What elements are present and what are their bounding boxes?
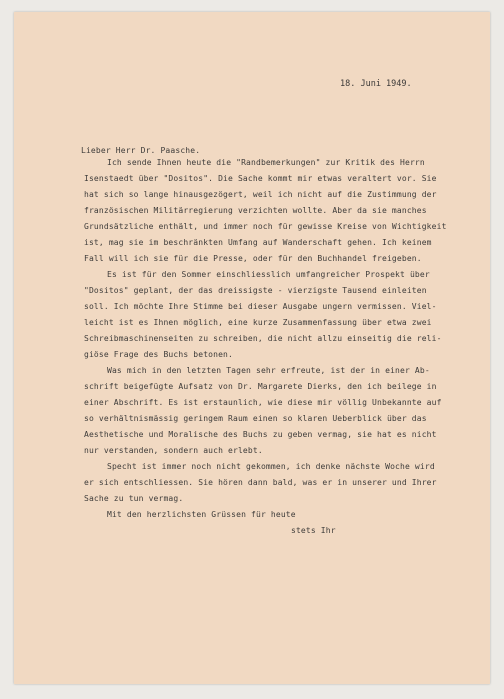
- body-line: schrift beigefügte Aufsatz von Dr. Margarete Dierks, den ich beilege in: [84, 382, 437, 391]
- body-line: Aesthetische und Moralische des Buchs zu geben vermag, sie hat es nicht: [84, 430, 437, 439]
- body-line: Es ist für den Sommer einschliesslich umfangreicher Prospekt über: [107, 270, 430, 279]
- body-line: nur verstanden, sondern auch erlebt.: [84, 446, 263, 455]
- body-line: Schreibmaschinenseiten zu schreiben, die nicht allzu einseitig die reli-: [84, 334, 442, 343]
- letter-date: 18. Juni 1949.: [340, 79, 412, 89]
- body-line: so verhältnismässig geringem Raum einen so klaren Ueberblick über das: [84, 414, 427, 423]
- body-line: hat sich so lange hinausgezögert, weil ich nicht auf die Zustimmung der: [84, 190, 437, 199]
- body-line: soll. Ich möchte Ihre Stimme bei dieser Ausgabe ungern vermissen. Viel-: [84, 302, 437, 311]
- letter-sheet: [14, 12, 490, 684]
- body-line: leicht ist es Ihnen möglich, eine kurze Zusammenfassung über etwa zwei: [84, 318, 432, 327]
- body-line: er sich entschliessen. Sie hören dann bald, was er in unserer und Ihrer: [84, 478, 437, 487]
- salutation: Lieber Herr Dr. Paasche.: [81, 146, 201, 155]
- body-line: "Dositos" geplant, der das dreissigste - vierzigste Tausend einleiten: [84, 286, 427, 295]
- body-line: Isenstaedt über "Dositos". Die Sache kommt mir etwas veraltert vor. Sie: [84, 174, 437, 183]
- body-line: Fall will ich sie für die Presse, oder für den Buchhandel freigeben.: [84, 254, 422, 263]
- body-line: Ich sende Ihnen heute die "Randbemerkungen" zur Kritik des Herrn: [107, 158, 425, 167]
- body-line: ist, mag sie im beschränkten Umfang auf Wanderschaft gehen. Ich keinem: [84, 238, 432, 247]
- signoff: stets Ihr: [291, 526, 336, 535]
- body-line: Was mich in den letzten Tagen sehr erfreute, ist der in einer Ab-: [107, 366, 430, 375]
- body-line: einer Abschrift. Es ist erstaunlich, wie diese mir völlig Unbekannte auf: [84, 398, 442, 407]
- body-line: Specht ist immer noch nicht gekommen, ich denke nächste Woche wird: [107, 462, 435, 471]
- body-line: Grundsätzliche enthält, und immer noch für gewisse Kreise von Wichtigkeit: [84, 222, 447, 231]
- body-line: giöse Frage des Buchs betonen.: [84, 350, 233, 359]
- body-line: französischen Militärregierung verzichten wollte. Aber da sie manches: [84, 206, 427, 215]
- closing-line: Mit den herzlichsten Grüssen für heute: [107, 510, 296, 519]
- body-line: Sache zu tun vermag.: [84, 494, 184, 503]
